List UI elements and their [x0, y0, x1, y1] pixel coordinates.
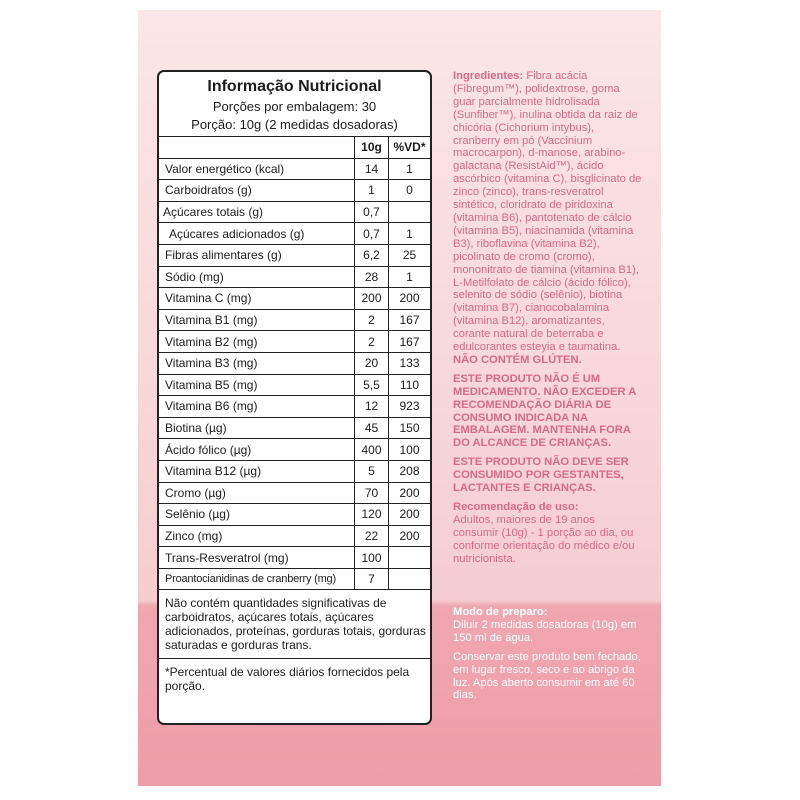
nutrient-amount: 45 [355, 417, 389, 439]
table-row [159, 460, 430, 482]
table-row [159, 396, 430, 418]
nutrient-dv: 208 [389, 460, 431, 482]
preparation-text: Diluir 2 medidas dosadoras (10g) em 150 ml de água. [453, 618, 637, 644]
table-row [159, 244, 430, 266]
preparation-column [453, 606, 643, 708]
nutrient-name: Fibras alimentares (g) [159, 244, 355, 266]
table-row [159, 547, 430, 569]
nutrient-dv: 1 [389, 158, 431, 180]
nutrient-name: Vitamina B6 (mg) [159, 396, 355, 418]
nutrition-note: Não contém quantidades significativas de carboidratos, açúcares totais, açúcares adicionados, proteínas, gorduras totais, gorduras saturadas e gorduras trans. [159, 590, 430, 659]
table-row [159, 482, 430, 504]
nutrient-dv: 200 [389, 482, 431, 504]
nutrient-amount: 6,2 [355, 244, 389, 266]
storage-text: Conservar este produto bem fechado, em lugar fresco, seco e ao abrigo da luz. Após aberto consumir em até 60 dias. [453, 650, 641, 702]
table-row [159, 417, 430, 439]
nutrient-name: Vitamina B12 (µg) [159, 460, 355, 482]
table-row [159, 331, 430, 353]
nutrient-dv: 200 [389, 288, 431, 310]
header-nutrient [159, 137, 355, 159]
nutrient-amount: 5 [355, 460, 389, 482]
ingredients-label: Ingredientes: [453, 70, 524, 82]
medication-warning: ESTE PRODUTO NÃO É UM MEDICAMENTO. NÃO EXCEDER A RECOMENDAÇÃO DIÁRIA DE CONSUMO INDICADA NA EMBALAGEM. MANTENHA FORA DO ALCANCE DE CRIANÇAS. [453, 372, 636, 450]
nutrition-footnote: *Percentual de valores diários fornecidos pela porção. [165, 665, 410, 694]
nutrient-amount: 7 [355, 568, 389, 590]
table-row [159, 158, 430, 180]
nutrient-dv: 110 [389, 374, 431, 396]
nutrient-name: Selênio (µg) [159, 504, 355, 526]
nutrient-name: Vitamina B2 (mg) [159, 331, 355, 353]
table-row [159, 266, 430, 288]
nutrient-dv [389, 547, 431, 569]
serving-size: Porção: 10g (2 medidas dosadoras) [191, 117, 398, 132]
ingredients-block [453, 70, 643, 367]
nutrient-dv: 100 [389, 439, 431, 461]
nutrient-name: Vitamina B3 (mg) [159, 352, 355, 374]
table-row [159, 223, 430, 245]
usage-text: Adultos, maiores de 19 anos consumir (10g) - 1 porção ao dia, ou conforme orientação do médico e/ou nutricionista. [453, 513, 635, 565]
nutrient-name: Vitamina C (mg) [159, 288, 355, 310]
preparation-label: Modo de preparo: [453, 606, 548, 618]
nutrient-name: Sódio (mg) [159, 266, 355, 288]
nutrition-title: Informação Nutricional [207, 78, 382, 95]
nutrient-dv: 0 [389, 180, 431, 202]
nutrient-name: Ácido fólico (µg) [159, 439, 355, 461]
nutrient-dv: 1 [389, 223, 431, 245]
table-row [159, 352, 430, 374]
gluten-warning: NÃO CONTÉM GLÚTEN. [453, 353, 582, 366]
table-row [159, 201, 430, 223]
nutrient-amount: 22 [355, 525, 389, 547]
usage-label: Recomendação de uso: [453, 501, 579, 513]
nutrient-amount: 2 [355, 309, 389, 331]
nutrient-dv: 167 [389, 331, 431, 353]
header-dv: %VD* [389, 137, 431, 159]
nutrient-amount: 0,7 [355, 201, 389, 223]
table-row [159, 374, 430, 396]
nutrient-amount: 14 [355, 158, 389, 180]
table-header-row [159, 137, 430, 159]
table-row [159, 525, 430, 547]
nutrient-name: Açúcares adicionados (g) [159, 223, 355, 245]
nutrient-name: Açúcares totais (g) [159, 201, 355, 223]
nutrient-dv: 133 [389, 352, 431, 374]
nutrient-amount: 120 [355, 504, 389, 526]
nutrient-name: Proantocianidinas de cranberry (mg) [159, 568, 355, 590]
nutrient-dv: 1 [389, 266, 431, 288]
table-row [159, 568, 430, 590]
table-row [159, 309, 430, 331]
nutrient-name: Biotina (µg) [159, 417, 355, 439]
nutrient-name: Trans-Resveratrol (mg) [159, 547, 355, 569]
nutrient-amount: 2 [355, 331, 389, 353]
table-row [159, 439, 430, 461]
nutrient-dv: 200 [389, 525, 431, 547]
nutrient-amount: 0,7 [355, 223, 389, 245]
nutrient-name: Cromo (µg) [159, 482, 355, 504]
table-row [159, 504, 430, 526]
nutrient-name: Valor energético (kcal) [159, 158, 355, 180]
servings-per-package: Porções por embalagem: 30 [212, 99, 377, 114]
nutrient-dv: 150 [389, 417, 431, 439]
nutrition-facts-label [157, 70, 432, 725]
nutrient-dv [389, 201, 431, 223]
nutrient-name: Zinco (mg) [159, 525, 355, 547]
nutrient-amount: 5,5 [355, 374, 389, 396]
nutrient-dv: 200 [389, 504, 431, 526]
ingredients-text: Fibra acácia (Fibregum™), polidextrose, goma guar parcialmente hidrolisada (Sunfiber™), inulina obtida da raiz de chicória (Cichorium intybus), cranberry em pó (Vaccinium macrocarpon), d-manose, arabino-galactana (ResistAid™), ácido ascórbico (vitamina C), bisglicinato de zinco (zinco), trans-resveratrol sintético, cloridrato de piridoxina (vitamina B6), pantotenato de cálcio (vitamina B5), niacinamida (vitamina B3), riboflavina (vitamina B2), picolinato de cromo (cromo), mononitrato de tiamina (vitamina B1), L-Metilfolato de cálcio (ácido fólico), selenito de sódio (selênio), biotina (vitamina B7), cianocobalamina (vitamina B12), aromatizantes, corante natural de beterraba e edulcorantes esteyia e taumatina. [453, 70, 642, 354]
audience-warning: ESTE PRODUTO NÃO DEVE SER CONSUMIDO POR GESTANTES, LACTANTES E CRIANÇAS. [453, 456, 629, 495]
nutrient-name: Vitamina B1 (mg) [159, 309, 355, 331]
nutrient-amount: 28 [355, 266, 389, 288]
header-amount: 10g [355, 137, 389, 159]
nutrient-name: Carboidratos (g) [159, 180, 355, 202]
nutrient-amount: 400 [355, 439, 389, 461]
nutrient-dv: 167 [389, 309, 431, 331]
usage-block [453, 501, 643, 566]
table-row [159, 180, 430, 202]
nutrient-amount: 200 [355, 288, 389, 310]
nutrient-dv: 923 [389, 396, 431, 418]
nutrition-table [159, 136, 430, 590]
nutrient-amount: 70 [355, 482, 389, 504]
nutrient-amount: 100 [355, 547, 389, 569]
info-column [453, 70, 643, 566]
nutrient-dv [389, 568, 431, 590]
table-row [159, 288, 430, 310]
nutrient-dv: 25 [389, 244, 431, 266]
nutrient-amount: 20 [355, 352, 389, 374]
nutrient-name: Vitamina B5 (mg) [159, 374, 355, 396]
nutrient-amount: 1 [355, 180, 389, 202]
nutrient-amount: 12 [355, 396, 389, 418]
